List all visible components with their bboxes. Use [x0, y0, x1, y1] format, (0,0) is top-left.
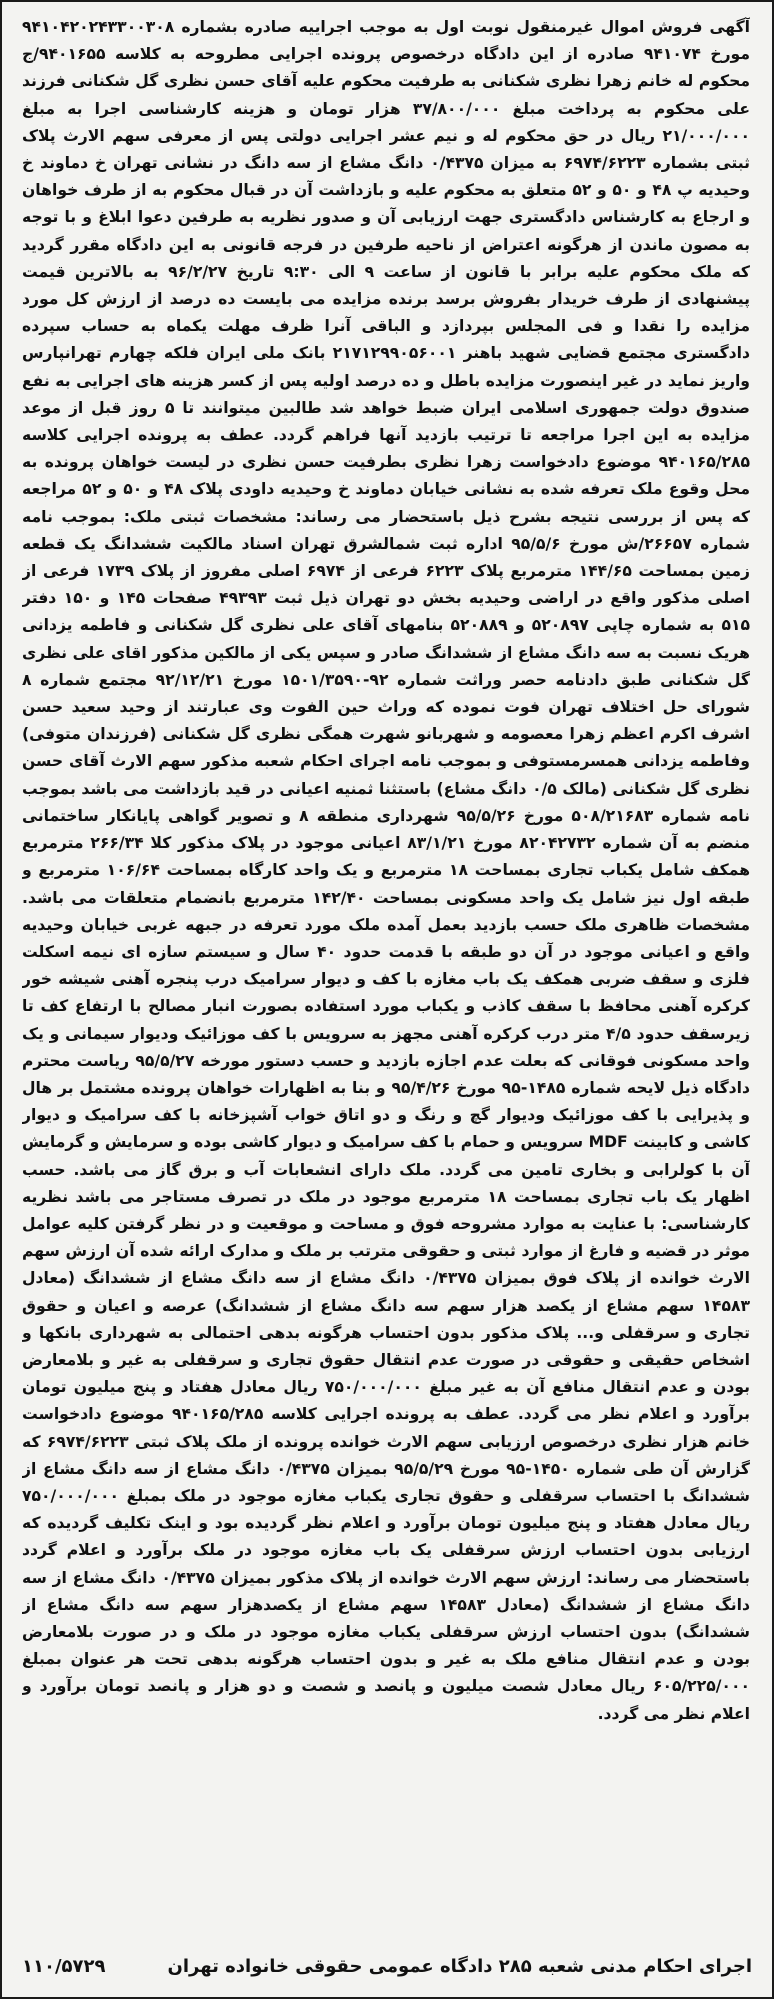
notice-code: ۱۱۰/۵۷۲۹: [22, 1955, 106, 1977]
auction-notice: [22, 14, 750, 1920]
notice-body: آگهی فروش اموال غیرمنقول نوبت اول به موجب اجراییه صادره بشماره ۹۴۱۰۴۲۰۲۴۳۳۰۰۳۰۸ مورخ ۹۴۱۰۷۴ صادره از این دادگاه درخصوص پرونده اجرایی مطروحه به کلاسه ۹۴۰۱۶۵۵/ج محکوم له خانم زهرا نظری شکنانی به طرفیت محکوم علیه آقای حسن نظری گل شکنانی فرزند علی محکوم به پرداخت مبلغ ۳۷/۸۰۰/۰۰۰ هزار تومان و هزینه کارشناسی اجرا به مبلغ ۲۱/۰۰۰/۰۰۰ ریال در حق محکوم له و نیم عشر اجرایی دولتی پس از معرفی سهم الارث پلاک ثبتی بشماره ۶۹۷۴/۶۲۲۳ به میزان ۰/۴۳۷۵ دانگ مشاع از سه دانگ در نشانی تهران خ دماوند خ وحیدیه پ ۴۸ و ۵۰ و ۵۲ متعلق به محکوم علیه و بازداشت آن در قبال محکوم به از طرف خواهان و ارجاع به کارشناس دادگستری جهت ارزیابی آن و صدور نظریه به طرفین دعوا ابلاغ و با توجه به مصون ماندن از هرگونه اعتراض از ناحیه طرفین در فرجه قانونی به این دادگاه مقرر گردید که ملک محکوم علیه برابر با قانون از ساعت ۹ الی ۹:۳۰ تاریخ ۹۶/۲/۲۷ به بالاترین قیمت پیشنهادی از طرف خریدار بفروش برسد برنده مزایده می بایست ده درصد از ارزش کل مورد مزایده را نقدا و فی المجلس بپردازد و الباقی آنرا ظرف مهلت یکماه به حساب سپرده دادگستری مجتمع قضایی شهید باهنر ۲۱۷۱۲۹۹۰۵۶۰۰۱ بانک ملی ایران فلکه چهارم تهرانپارس واریز نماید در غیر اینصورت مزایده باطل و ده درصد اولیه پس از کسر هزینه های اجرایی به نفع صندوق دولت جمهوری اسلامی ایران ضبط خواهد شد طالبین میتوانند تا ۵ روز قبل از موعد مزایده به این اجرا مراجعه تا ترتیب بازدید آنها فراهم گردد. عطف به پرونده اجرایی کلاسه ۹۴۰۱۶۵/۲۸۵ موضوع دادخواست زهرا نظری بطرفیت حسن نظری در لیست خواهان پرونده به محل وقوع ملک تعرفه شده به نشانی خیابان دماوند خ وحیدیه داودی پلاک ۴۸ و ۵۰ و ۵۲ مراجعه که پس از بررسی نتیجه بشرح ذیل باستحضار می رساند: مشخصات ثبتی ملک: بموجب نامه شماره ۲۶۶۵۷/ش مورخ ۹۵/۵/۶ اداره ثبت شمالشرق تهران اسناد مالکیت ششدانگ یک قطعه زمین بمساحت ۱۴۴/۶۵ مترمربع پلاک ۶۲۲۳ فرعی از ۶۹۷۴ اصلی مفروز از پلاک ۱۷۳۹ فرعی از اصلی مذکور واقع در اراضی وحیدیه بخش دو تهران ذیل ثبت ۴۹۳۹۳ صفحات ۱۴۵ و ۱۵۰ دفتر ۵۱۵ به شماره چاپی ۵۲۰۸۹۷ و ۵۲۰۸۸۹ بنامهای آقای علی نظری گل شکنانی و فاطمه یزدانی هریک نسبت به سه دانگ مشاع از ششدانگ صادر و سپس یکی از مالکین مذکور اقای علی نظری گل شکنانی طبق دادنامه حصر وراثت شماره ۹۲-۱۵۰۱/۳۵۹۰ مورخ ۹۲/۱۲/۲۱ مجتمع شماره ۸ شورای حل اختلاف تهران فوت نموده که وراث حین الفوت وی عبارتند از وحید سعید حسن اشرف اکرم اعظم زهرا معصومه و شهربانو شهرت همگی نظری گل شکنانی (فرزندان متوفی) وفاطمه یزدانی همسرمستوفی و بموجب نامه اجرای احکام شعبه مذکور سهم الارث آقای حسن نظری گل شکنانی (مالک ۰/۵ دانگ مشاع) باستثنا ثمنیه اعیانی در قید بازداشت می باشد بموجب نامه شماره ۵۰۸/۲۱۶۸۳ مورخ ۹۵/۵/۲۶ شهرداری منطقه ۸ و تصویر گواهی پایانکار ساختمانی منضم به آن شماره ۸۲۰۴۲۷۳۲ مورخ ۸۳/۱/۲۱ اعیانی موجود در پلاک مذکور کلا ۲۶۶/۳۴ مترمربع همکف شامل یکباب تجاری بمساحت ۱۸ مترمربع و یک واحد کارگاه بمساحت ۱۰۶/۶۴ مترمربع و طبقه اول نیز شامل یک واحد مسکونی بمساحت ۱۴۲/۴۰ مترمربع بانضمام متعلقات می باشد. مشخصات ظاهری ملک حسب بازدید بعمل آمده ملک مورد تعرفه در جبهه غربی خیابان وحیدیه واقع و اعیانی موجود در آن دو طبقه با قدمت حدود ۴۰ سال و سیستم سازه ای نیمه اسکلت فلزی و سقف ضربی همکف یک باب مغازه با کف و دیوار سرامیک درب پنجره آهنی شیشه خور کرکره آهنی محافظ با سقف کاذب و یکباب مورد استفاده بصورت انبار مصالح با ارتفاع کف تا زیرسقف حدود ۴/۵ متر درب کرکره آهنی مجهز به سرویس با کف موزائیک ودیوار سیمانی و یک واحد مسکونی فوقانی که بعلت عدم اجازه بازدید و حسب دستور مورخه ۹۵/۵/۲۷ ریاست محترم دادگاه ذیل لایحه شماره ۱۴۸۵-۹۵ مورخ ۹۵/۴/۲۶ و بنا به اظهارات خواهان پرونده مشتمل بر هال و پذیرایی با کف موزائیک ودیوار گچ و رنگ و دو اتاق خواب آشپزخانه با کف سرامیک و دیوار کاشی و کابینت MDF سرویس و حمام با کف سرامیک و دیوار کاشی بوده و سرمایش و گرمایش آن با کولرابی و بخاری تامین می گردد. ملک دارای انشعابات آب و برق گاز می باشد. حسب اظهار یک باب تجاری بمساحت ۱۸ مترمربع موجود در ملک در تصرف مستاجر می باشد نظریه کارشناسی: با عنایت به موارد مشروحه فوق و مساحت و موقعیت و در نظر گرفتن کلیه عوامل موثر در قضیه و فارغ از موارد ثبتی و حقوقی مترتب بر ملک و مدارک ارائه شده آن ارزش سهم الارث خوانده از پلاک فوق بمیزان ۰/۴۳۷۵ دانگ مشاع از سه دانگ مشاع از ششدانگ (معادل ۱۴۵۸۳ سهم مشاع از یکصد هزار سهم سه دانگ مشاع از ششدانگ) عرصه و اعیان و حقوق تجاری و سرقفلی و... پلاک مذکور بدون احتساب هرگونه بدهی احتمالی به شهرداری بانکها و اشخاص حقیقی و حقوقی در صورت عدم انتقال حقوق تجاری و سرقفلی به غیر و بلامعارض بودن و عدم انتقال منافع آن به غیر مبلغ ۷۵۰/۰۰۰/۰۰۰ ریال معادل هفتاد و پنج میلیون تومان برآورد و اعلام نظر می گردد. عطف به پرونده اجرایی کلاسه ۹۴۰۱۶۵/۲۸۵ موضوع دادخواست خانم هزار نظری درخصوص ارزیابی سهم الارث خوانده پرونده از ملک پلاک ثبتی ۶۹۷۴/۶۲۲۳ که گزارش آن طی شماره ۱۴۵۰-۹۵ مورخ ۹۵/۵/۲۹ بمیزان ۰/۴۳۷۵ دانگ مشاع از سه دانگ مشاع از ششدانگ با احتساب سرقفلی و حقوق تجاری یکباب مغازه موجود در ملک بمبلغ ۷۵۰/۰۰۰/۰۰۰ ریال معادل هفتاد و پنج میلیون تومان برآورد و اعلام نظر گردیده بود و اینک تکلیف گردیده که ارزیابی بدون احتساب ارزش سرقفلی یک باب مغازه موجود در ملک برآورد و اعلام گردد باستحضار می رساند: ارزش سهم الارث خوانده از پلاک مذکور بمیزان ۰/۴۳۷۵ دانگ مشاع از سه دانگ مشاع از ششدانگ (معادل ۱۴۵۸۳ سهم مشاع از یکصدهزار سهم سه دانگ مشاع از ششدانگ) بدون احتساب ارزش سرقفلی یکباب مغازه موجود در ملک و در صورت بلامعارض بودن و عدم انتقال منافع ملک به غیر و بدون احتساب هرگونه بدهی تحت هر عنوان بمبلغ ۶۰۵/۲۲۵/۰۰۰ ریال معادل شصت میلیون و پانصد و شصت و دو هزار و پانصد تومان برآورد و اعلام نظر می گردد.: [22, 18, 750, 1723]
notice-footer: [22, 1949, 752, 1983]
issuer-signature: اجرای احکام مدنی شعبه ۲۸۵ دادگاه عمومی حقوقی خانواده تهران: [167, 1955, 752, 1977]
